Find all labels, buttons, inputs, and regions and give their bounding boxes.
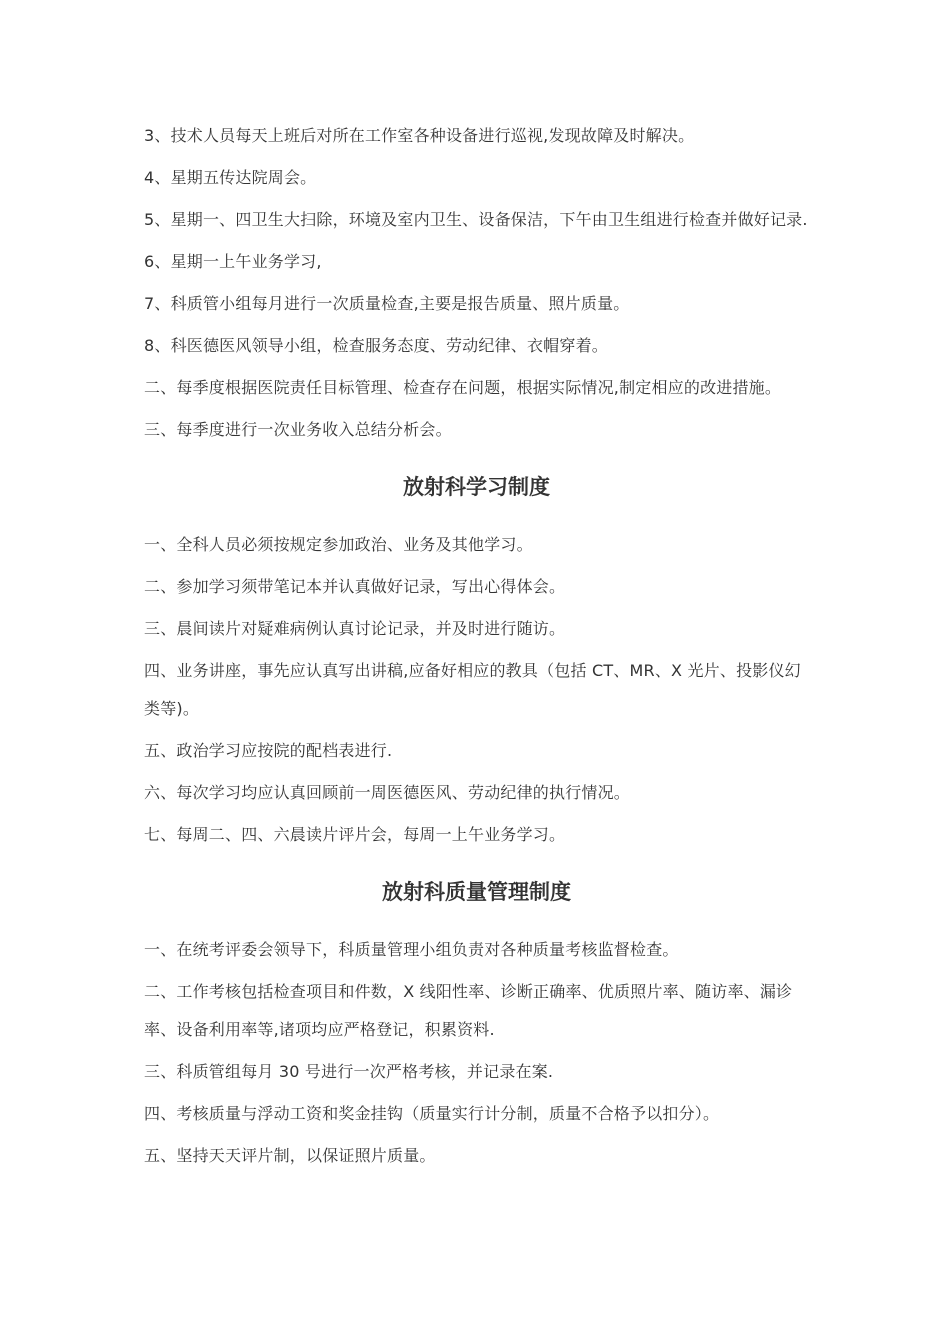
section-study xyxy=(144,473,809,854)
paragraph: 7、科质管小组每月进行一次质量检查,主要是报告质量、照片质量。 xyxy=(144,294,630,313)
paragraph: 8、科医德医风领导小组，检查服务态度、劳动纪律、衣帽穿着。 xyxy=(144,336,608,355)
paragraph: 六、每次学习均应认真回顾前一周医德医风、劳动纪律的执行情况。 xyxy=(144,783,631,802)
paragraph: 一、全科人员必须按规定参加政治、业务及其他学习。 xyxy=(144,535,533,554)
paragraph: 一、在统考评委会领导下，科质量管理小组负责对各种质量考核监督检查。 xyxy=(144,940,679,959)
section-quality xyxy=(144,878,809,1175)
paragraph: 二、参加学习须带笔记本并认真做好记录，写出心得体会。 xyxy=(144,577,566,596)
paragraph: 6、星期一上午业务学习, xyxy=(144,252,322,271)
section-title: 放射科质量管理制度 xyxy=(382,880,571,904)
paragraph: 3、技术人员每天上班后对所在工作室各种设备进行巡视,发现故障及时解决。 xyxy=(144,126,695,145)
paragraph: 七、每周二、四、六晨读片评片会，每周一上午业务学习。 xyxy=(144,825,566,844)
section-title: 放射科学习制度 xyxy=(403,475,550,499)
paragraph: 三、每季度进行一次业务收入总结分析会。 xyxy=(144,420,452,439)
paragraph: 4、星期五传达院周会。 xyxy=(144,168,317,187)
document-body xyxy=(144,117,809,1179)
section-continued xyxy=(144,117,809,449)
paragraph: 二、每季度根据医院责任目标管理、检查存在问题，根据实际情况,制定相应的改进措施。 xyxy=(144,378,782,397)
paragraph: 二、工作考核包括检查项目和件数，X 线阳性率、诊断正确率、优质照片率、随访率、漏诊率、设备利用率等,诸项均应严格登记，积累资料. xyxy=(144,982,793,1039)
paragraph: 5、星期一、四卫生大扫除，环境及室内卫生、设备保洁，下午由卫生组进行检查并做好记录. xyxy=(144,210,808,229)
paragraph: 五、坚持天天评片制，以保证照片质量。 xyxy=(144,1146,436,1165)
paragraph: 四、业务讲座，事先应认真写出讲稿,应备好相应的教具（包括 CT、MR、X 光片、投影仪幻类等)。 xyxy=(144,661,801,718)
paragraph: 三、科质管组每月 30 号进行一次严格考核，并记录在案. xyxy=(144,1062,554,1081)
paragraph: 三、晨间读片对疑难病例认真讨论记录，并及时进行随访。 xyxy=(144,619,566,638)
paragraph: 五、政治学习应按院的配档表进行. xyxy=(144,741,393,760)
paragraph: 四、考核质量与浮动工资和奖金挂钩（质量实行计分制，质量不合格予以扣分）。 xyxy=(144,1104,720,1123)
